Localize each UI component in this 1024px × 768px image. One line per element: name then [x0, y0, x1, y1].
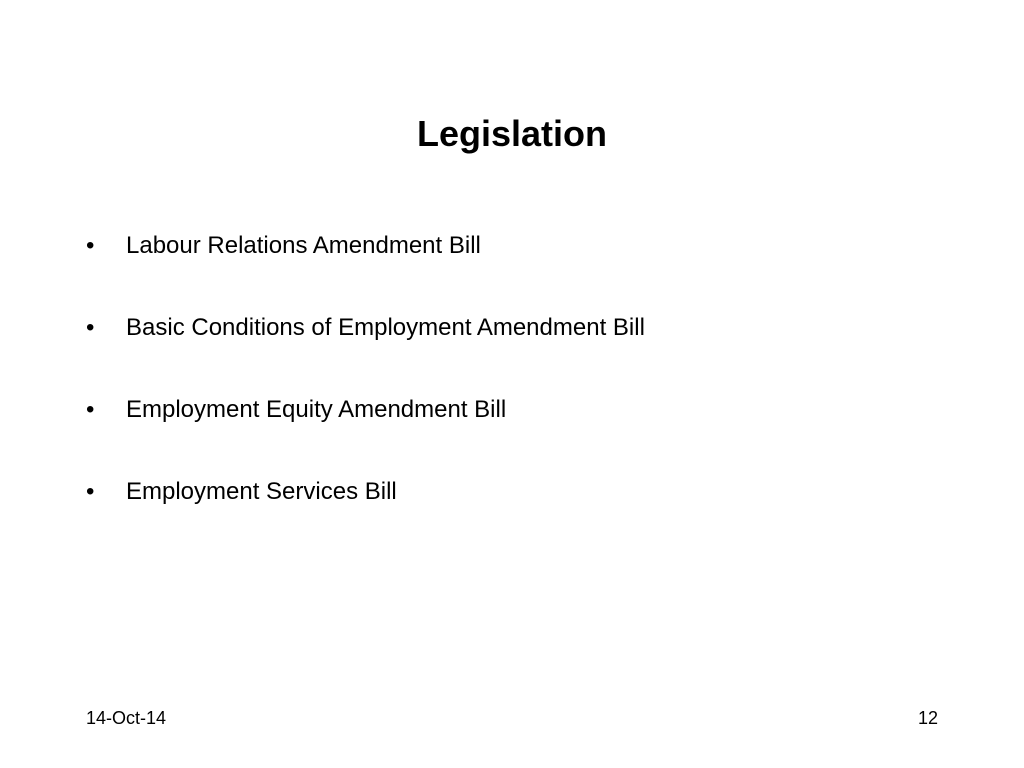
- bullet-text: Basic Conditions of Employment Amendment Bill: [126, 314, 645, 341]
- bullet-text: Labour Relations Amendment Bill: [126, 232, 481, 259]
- list-item: [86, 226, 645, 308]
- bullet-icon: •: [86, 232, 95, 259]
- list-item: [86, 308, 645, 390]
- slide-title: Legislation: [416, 113, 608, 154]
- bullet-text: Employment Services Bill: [126, 478, 397, 505]
- page-number: 12: [917, 708, 938, 728]
- bullet-icon: •: [86, 314, 95, 341]
- bullet-text: Employment Equity Amendment Bill: [126, 396, 507, 423]
- list-item: [86, 390, 645, 472]
- bullet-icon: •: [86, 396, 95, 423]
- bullet-list: [86, 226, 645, 554]
- list-item: [86, 472, 645, 554]
- footer-date: 14-Oct-14: [86, 708, 167, 728]
- bullet-icon: •: [86, 478, 95, 505]
